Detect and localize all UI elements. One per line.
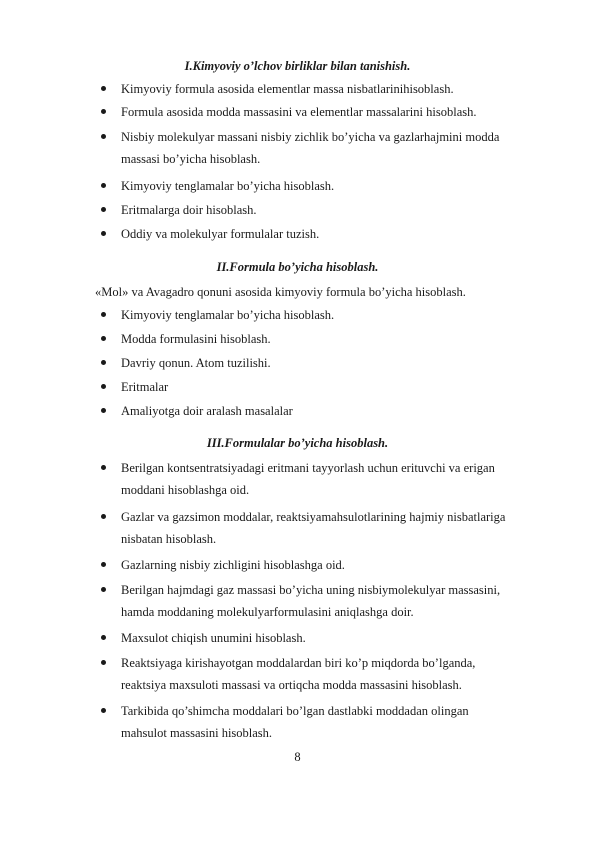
list-item-text-continued: massasi bo’yicha hisoblash. bbox=[121, 152, 261, 166]
list-item-text-continued: mahsulot massasini hisoblash. bbox=[121, 726, 273, 740]
bullet-icon bbox=[101, 587, 106, 592]
bullet-icon bbox=[101, 134, 106, 139]
bullet-icon bbox=[101, 514, 106, 519]
bullet-icon bbox=[101, 635, 106, 640]
list-item-text-continued: hamda moddaning molekulyarformulasini aniqlashga doir. bbox=[121, 605, 414, 619]
bullet-icon bbox=[101, 562, 106, 567]
list-item-text: Modda formulasini hisoblash. bbox=[121, 332, 271, 346]
list-item-text: Gazlar va gazsimon moddalar, reaktsiyamahsulotlarining hajmiy nisbatlariga bbox=[121, 510, 506, 524]
list-item-text: Davriy qonun. Atom tuzilishi. bbox=[121, 356, 271, 370]
list-item-text: Kimyoviy tenglamalar bo’yicha hisoblash. bbox=[121, 179, 335, 193]
list-item-text: Reaktsiyaga kirishayotgan moddalardan biri ko’p miqdorda bo’lganda, bbox=[121, 656, 476, 670]
list-item-text: Kimyoviy formula asosida elementlar massa nisbatlarinihisoblash. bbox=[121, 82, 454, 96]
list-item-text: Tarkibida qo’shimcha moddalari bo’lgan dastlabki moddadan olingan bbox=[121, 704, 469, 718]
bullet-icon bbox=[101, 336, 106, 341]
section-heading-1: I.Kimyoviy o’lchov birliklar bilan tanishish. bbox=[184, 59, 411, 73]
list-item-text: Eritmalarga doir hisoblash. bbox=[121, 203, 257, 217]
bullet-icon bbox=[101, 360, 106, 365]
list-item-text-continued: reaktsiya maxsuloti massasi va ortiqcha modda massasini hisoblash. bbox=[121, 678, 462, 692]
bullet-icon bbox=[101, 312, 106, 317]
bullet-icon bbox=[101, 384, 106, 389]
list-item-text: Berilgan kontsentratsiyadagi eritmani tayyorlash uchun erituvchi va erigan bbox=[121, 461, 495, 475]
bullet-icon bbox=[101, 86, 106, 91]
bullet-icon bbox=[101, 660, 106, 665]
bullet-icon bbox=[101, 708, 106, 713]
bullet-icon bbox=[101, 408, 106, 413]
section-heading-2: II.Formula bo’yicha hisoblash. bbox=[216, 260, 379, 274]
list-item-text: Gazlarning nisbiy zichligini hisoblashga oid. bbox=[121, 558, 345, 572]
list-item-text: Berilgan hajmdagi gaz massasi bo’yicha uning nisbiymolekulyar massasini, bbox=[121, 583, 501, 597]
list-item-text-continued: nisbatan hisoblash. bbox=[121, 532, 217, 546]
list-item-text: Formula asosida modda massasini va elementlar massalarini hisoblash. bbox=[121, 105, 477, 119]
bullet-icon bbox=[101, 465, 106, 470]
page-number: 8 bbox=[294, 750, 301, 764]
list-item-text: Kimyoviy tenglamalar bo’yicha hisoblash. bbox=[121, 308, 335, 322]
list-item-text: Eritmalar bbox=[121, 380, 169, 394]
list-item-text: Nisbiy molekulyar massani nisbiy zichlik bo’yicha va gazlarhajmini modda bbox=[121, 130, 500, 144]
bullet-icon bbox=[101, 207, 106, 212]
list-item-text: Maxsulot chiqish unumini hisoblash. bbox=[121, 631, 306, 645]
bullet-icon bbox=[101, 109, 106, 114]
section-intro: «Mol» va Avagadro qonuni asosida kimyoviy formula bo’yicha hisoblash. bbox=[95, 285, 466, 299]
section-heading-3: III.Formulalar bo’yicha hisoblash. bbox=[206, 436, 389, 450]
list-item-text: Oddiy va molekulyar formulalar tuzish. bbox=[121, 227, 320, 241]
bullet-icon bbox=[101, 183, 106, 188]
list-item-text-continued: moddani hisoblashga oid. bbox=[121, 483, 250, 497]
list-item-text: Amaliyotga doir aralash masalalar bbox=[121, 404, 293, 418]
bullet-icon bbox=[101, 231, 106, 236]
